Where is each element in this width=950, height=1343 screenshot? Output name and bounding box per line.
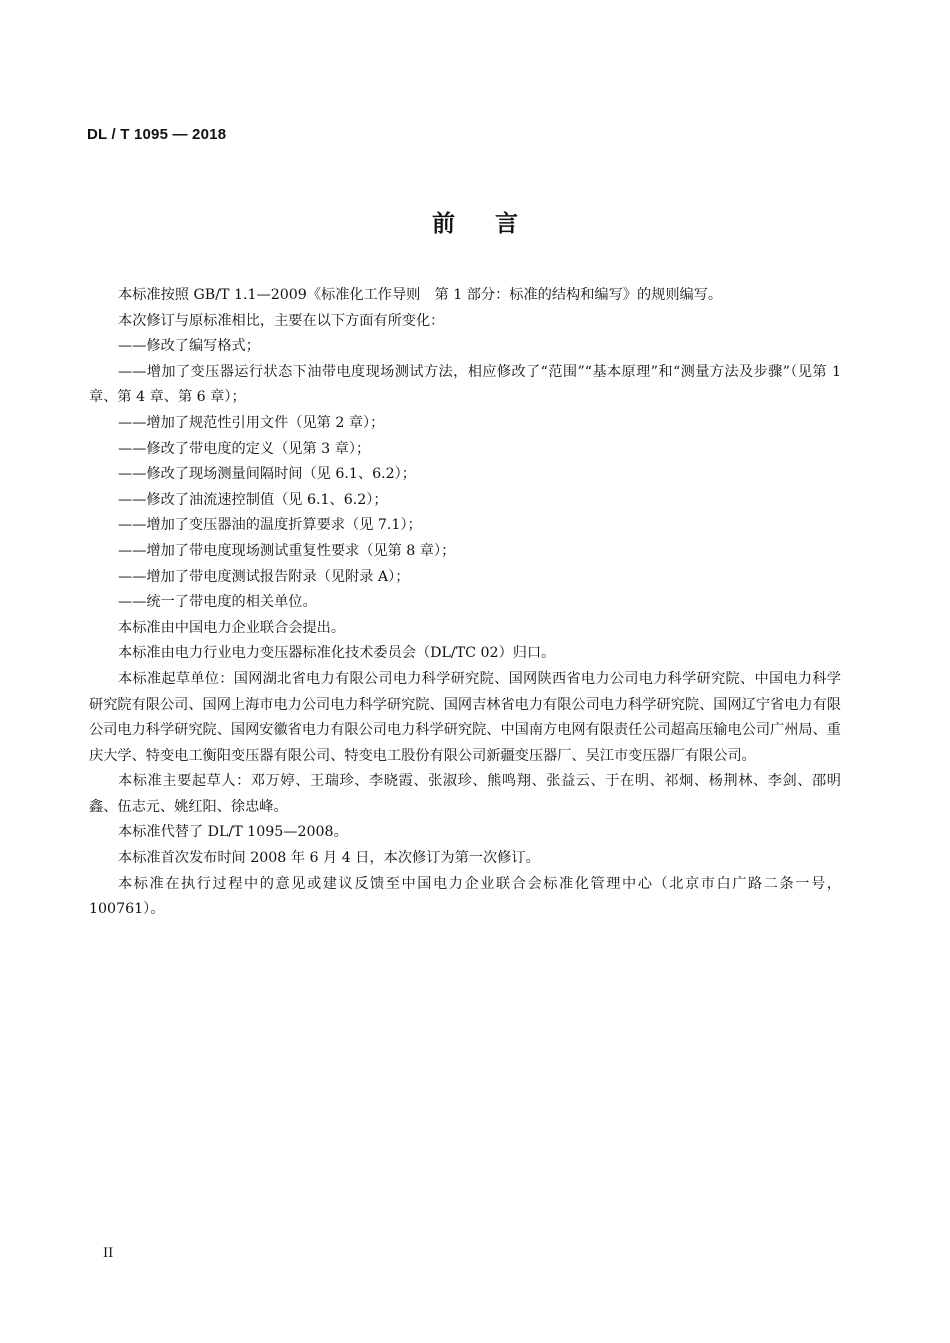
paragraph-drafting-units: 本标准起草单位：国网湖北省电力有限公司电力科学研究院、国网陕西省电力公司电力科学研究院、中国电力科学研究院有限公司、国网上海市电力公司电力科学研究院、国网吉林省电力有限公司电力科学研究院、国网辽宁省电力有限公司电力科学研究院、国网安徽省电力有限公司电力科学研究院、中国南方电网有限责任公司超高压输电公司广州局、重庆大学、特变电工衡阳变压器有限公司、特变电工股份有限公司新疆变压器厂、吴江市变压器厂有限公司。 [89, 670, 841, 764]
change-item: ——增加了变压器运行状态下油带电度现场测试方法，相应修改了“范围”“基本原理”和“测量方法及步骤”（见第 1 章、第 4 章、第 6 章）； [89, 363, 841, 406]
change-item: ——增加了变压器油的温度折算要求（见 7.1）； [118, 517, 422, 534]
change-item: ——统一了带电度的相关单位。 [118, 594, 317, 611]
change-item: ——增加了带电度测试报告附录（见附录 A）； [118, 568, 410, 585]
change-item: ——修改了编写格式； [118, 338, 260, 355]
change-item: ——增加了规范性引用文件（见第 2 章）； [118, 414, 385, 431]
foreword-body [89, 283, 841, 923]
paragraph-committee: 本标准由电力行业电力变压器标准化技术委员会（DL/TC 02）归口。 [118, 645, 556, 662]
standard-code: DL / T 1095 — 2018 [87, 126, 227, 143]
page-number: II [103, 1246, 114, 1261]
paragraph-history: 本标准首次发布时间 2008 年 6 月 4 日，本次修订为第一次修订。 [118, 850, 540, 867]
paragraph-replaces: 本标准代替了 DL/T 1095—2008。 [118, 824, 348, 841]
paragraph-drafters: 本标准主要起草人：邓万婷、王瑞珍、李晓霞、张淑珍、熊鸣翔、张益云、于在明、祁炯、杨荆林、李剑、邵明鑫、伍志元、姚红阳、徐忠峰。 [89, 773, 841, 815]
paragraph-changes-intro: 本次修订与原标准相比，主要在以下方面有所变化： [118, 312, 445, 329]
change-item: ——修改了带电度的定义（见第 3 章）； [118, 440, 371, 457]
page-title: 前言 [432, 211, 558, 237]
paragraph-drafting-rules: 本标准按照 GB/T 1.1—2009《标准化工作导则 第 1 部分：标准的结构和编写》的规则编写。 [118, 287, 723, 303]
paragraph-proposer: 本标准由中国电力企业联合会提出。 [118, 619, 346, 636]
change-item: ——增加了带电度现场测试重复性要求（见第 8 章）； [118, 542, 456, 559]
change-item: ——修改了油流速控制值（见 6.1、6.2）； [118, 491, 388, 508]
change-item: ——修改了现场测量间隔时间（见 6.1、6.2）； [118, 466, 416, 483]
paragraph-feedback: 本标准在执行过程中的意见或建议反馈至中国电力企业联合会标准化管理中心（北京市白广路二条一号，100761）。 [89, 875, 841, 918]
